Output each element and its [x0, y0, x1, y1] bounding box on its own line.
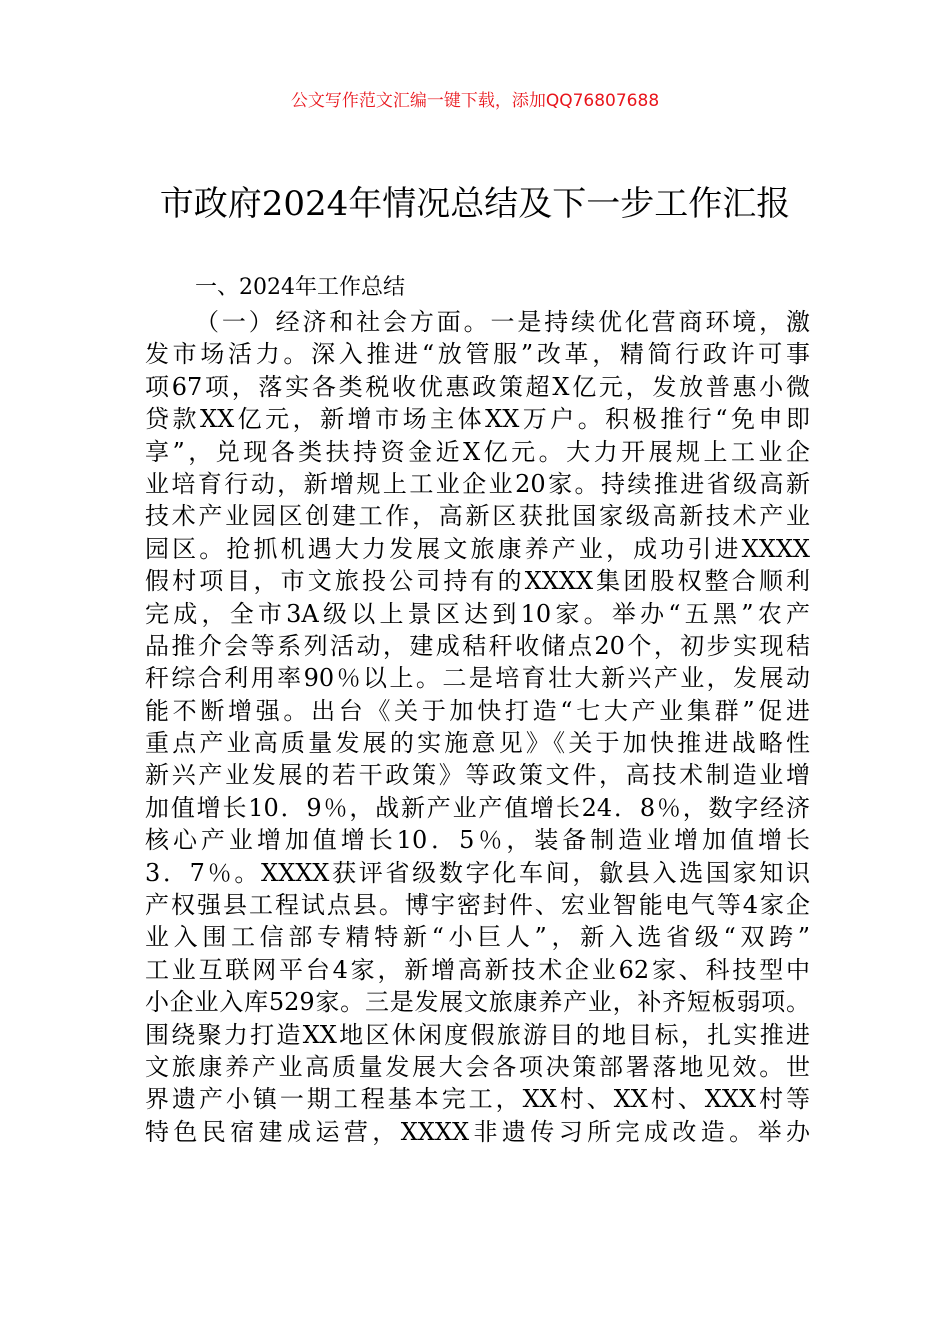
- body-line: 加值增长10．9％，战新产业产值增长24．8％，数字经济: [145, 793, 810, 822]
- body-line: 围绕聚力打造XX地区休闲度假旅游目的地目标，扎实推进: [145, 1020, 810, 1049]
- body-line: 假村项目，市文旅投公司持有的XXXX集团股权整合顺利: [145, 567, 810, 596]
- body-line: 项67项，落实各类税收优惠政策超X亿元，发放普惠小微: [145, 372, 810, 401]
- body-line: 新兴产业发展的若干政策》等政策文件，高技术制造业增: [145, 761, 810, 790]
- body-line: 发市场活力。深入推进“放管服”改革，精简行政许可事: [145, 340, 810, 369]
- body-line: 核心产业增加值增长10．5％，装备制造业增加值增长: [145, 826, 810, 855]
- body-line: 享”，兑现各类扶持资金近X亿元。大力开展规上工业企: [145, 437, 810, 466]
- body-line: 小企业入库529家。三是发展文旅康养产业，补齐短板弱项。: [145, 988, 810, 1017]
- body-line: 业入围工信部专精特新“小巨人”，新入选省级“双跨”: [145, 923, 810, 952]
- body-line: 重点产业高质量发展的实施意见》《关于加快推进战略性: [145, 729, 810, 758]
- document-title: 市政府2024年情况总结及下一步工作汇报: [159, 184, 791, 224]
- body-line: 能不断增强。出台《关于加快打造“七大产业集群”促进: [145, 696, 810, 725]
- body-line: 特色民宿建成运营，XXXX非遗传习所完成改造。举办: [145, 1117, 810, 1146]
- body-line: 界遗产小镇一期工程基本完工，XX村、XX村、XXX村等: [145, 1085, 810, 1114]
- body-line: 业培育行动，新增规上工业企业20家。持续推进省级高新: [145, 469, 810, 498]
- body-line: 完成，全市3A级以上景区达到10家。举办“五黑”农产: [145, 599, 810, 628]
- body-line: 文旅康养产业高质量发展大会各项决策部署落地见效。世: [145, 1052, 810, 1081]
- body-line: 园区。抢抓机遇大力发展文旅康养产业，成功引进XXXX: [145, 534, 810, 563]
- body-line: （一）经济和社会方面。一是持续优化营商环境，激: [195, 308, 810, 336]
- body-line: 工业互联网平台4家，新增高新技术企业62家、科技型中: [145, 955, 810, 984]
- body-line: 3．7％。XXXX获评省级数字化车间，歙县入选国家知识: [145, 858, 810, 887]
- body-line: 秆综合利用率90％以上。二是培育壮大新兴产业，发展动: [145, 664, 810, 693]
- body-line: 品推介会等系列活动，建成秸秆收储点20个，初步实现秸: [145, 631, 810, 660]
- section-heading: 一、2024年工作总结: [195, 275, 405, 300]
- body-line: 贷款XX亿元，新增市场主体XX万户。积极推行“免申即: [145, 405, 810, 434]
- body-text: [145, 306, 810, 1148]
- body-line: 产权强县工程试点县。博宇密封件、宏业智能电气等4家企: [145, 891, 810, 920]
- body-line: 技术产业园区创建工作，高新区获批国家级高新技术产业: [145, 502, 810, 531]
- header-note: 公文写作范文汇编一键下载，添加QQ76807688: [290, 91, 660, 111]
